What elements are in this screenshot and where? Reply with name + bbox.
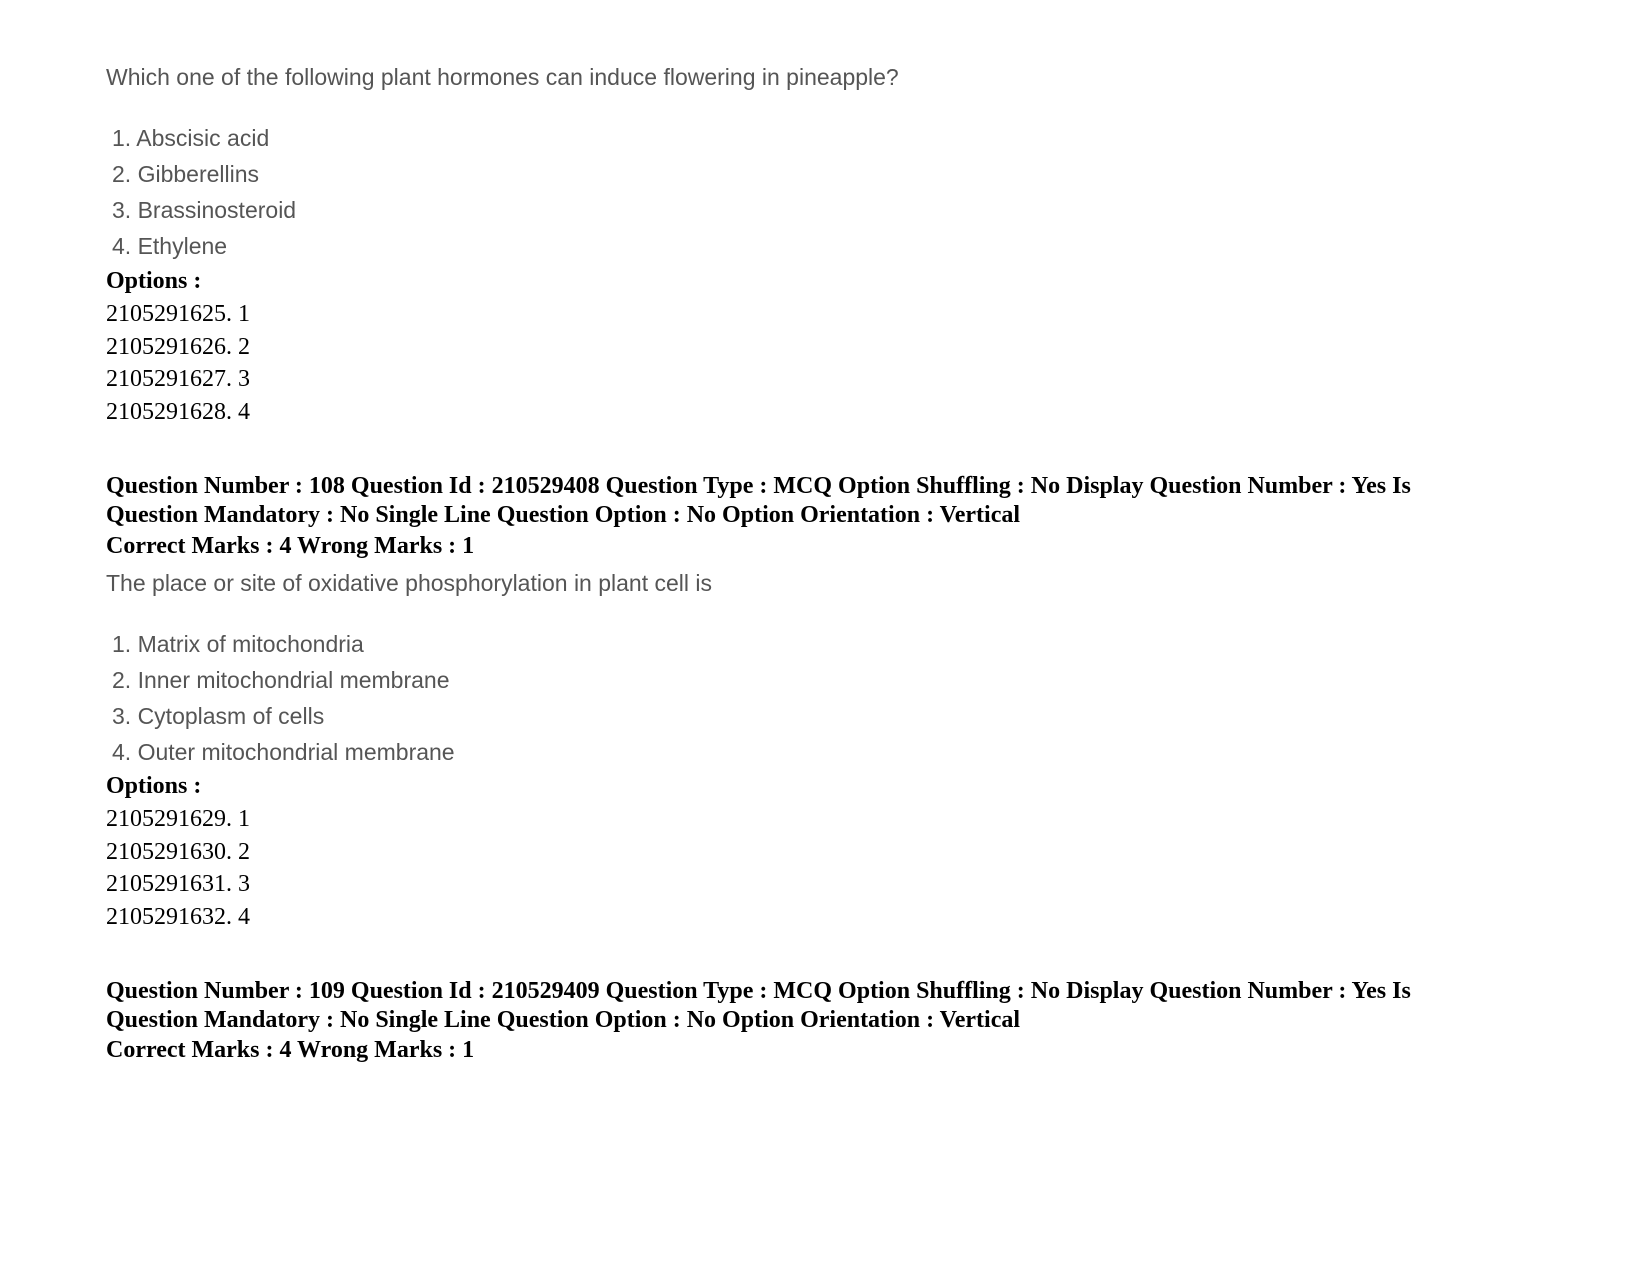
option-id: 2105291627. 3: [106, 366, 250, 392]
choice-item: 3. Brassinosteroid: [112, 197, 297, 223]
question-text: The place or site of oxidative phosphorylation in plant cell is: [106, 570, 713, 596]
options-label: Options :: [106, 773, 202, 799]
choice-item: 1. Abscisic acid: [112, 125, 270, 151]
option-id: 2105291626. 2: [106, 334, 250, 360]
question-meta-line: Question Mandatory : No Single Line Question Option : No Option Orientation : Vertical: [106, 502, 1021, 528]
choice-item: 3. Cytoplasm of cells: [112, 703, 325, 729]
question-meta-line: Question Number : 109 Question Id : 210529409 Question Type : MCQ Option Shuffling : No Display Question Number : Yes Is: [106, 978, 1411, 1004]
question-meta-line: Question Number : 108 Question Id : 210529408 Question Type : MCQ Option Shuffling : No Display Question Number : Yes Is: [106, 473, 1411, 499]
question-meta-line: Question Mandatory : No Single Line Question Option : No Option Orientation : Vertical: [106, 1007, 1021, 1033]
choice-item: 4. Ethylene: [112, 233, 228, 259]
question-meta: [106, 977, 1546, 1035]
choice-item: 1. Matrix of mitochondria: [112, 631, 364, 657]
option-id: 2105291625. 1: [106, 301, 250, 327]
question-text: Which one of the following plant hormones can induce flowering in pineapple?: [106, 64, 899, 90]
question-meta: [106, 472, 1546, 530]
option-id: 2105291628. 4: [106, 399, 250, 425]
option-id: 2105291631. 3: [106, 871, 250, 897]
marks-line: Correct Marks : 4 Wrong Marks : 1: [106, 533, 475, 559]
option-id: 2105291629. 1: [106, 806, 250, 832]
choice-item: 4. Outer mitochondrial membrane: [112, 739, 455, 765]
choice-item: 2. Inner mitochondrial membrane: [112, 667, 450, 693]
option-id: 2105291630. 2: [106, 839, 250, 865]
option-id: 2105291632. 4: [106, 904, 250, 930]
options-label: Options :: [106, 268, 202, 294]
marks-line: Correct Marks : 4 Wrong Marks : 1: [106, 1037, 475, 1063]
choice-item: 2. Gibberellins: [112, 161, 260, 187]
